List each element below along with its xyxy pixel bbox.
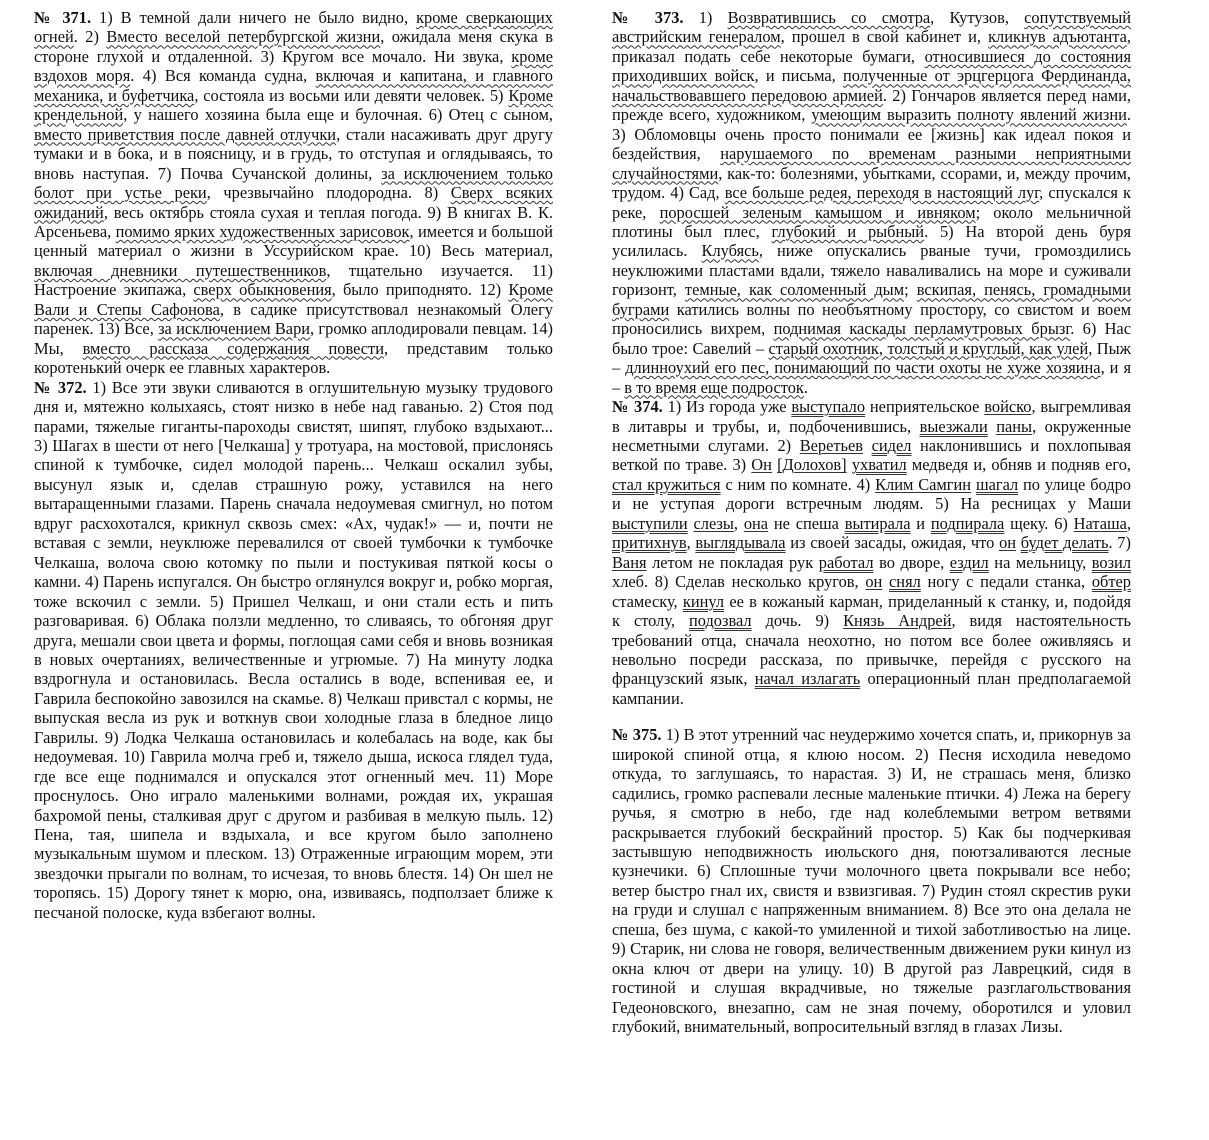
- text-run: ,: [686, 533, 696, 553]
- text-run: с ним по комнате. 4): [720, 474, 876, 494]
- text-run: на мельницу,: [988, 552, 1092, 572]
- wavy-underlined-phrase: Клубясь: [701, 241, 759, 261]
- wavy-underlined-phrase: длинноухий его пес, понимающий по части охоты не хуже хозяина: [625, 358, 1101, 378]
- subject-underline: он: [999, 533, 1017, 553]
- wavy-underlined-phrase: полученные от эрцгерцога Фердинанда, начальствовавшего передовою армией: [612, 66, 1131, 105]
- predicate-underline: подозвал: [688, 611, 752, 631]
- text-run: , спускался к реке,: [612, 183, 1131, 222]
- predicate-underline: ездил: [949, 552, 989, 572]
- subject-underline: слезы: [693, 513, 734, 533]
- wavy-underlined-phrase: Сверх всяких ожиданий: [34, 183, 553, 222]
- wavy-underlined-phrase: Вместо веселой петербургской жизни: [106, 27, 381, 47]
- predicate-underline: ухватил: [851, 455, 907, 475]
- exercise-374: [612, 397, 1131, 708]
- text-run: 1) В темной дали ничего не было видно,: [91, 8, 417, 27]
- wavy-underlined-phrase: вместо приветствия после давней отлучки: [34, 124, 337, 144]
- exercise-372: [34, 378, 553, 923]
- subject-underline: [Долохов]: [777, 455, 847, 475]
- wavy-underlined-phrase: вместо рассказа содержания повести: [82, 338, 384, 358]
- wavy-underlined-phrase: умеющим выразить полноту явлений жизни: [811, 105, 1127, 125]
- text-run: , состояла из восьми или девяти человек. 5): [194, 85, 509, 105]
- left-column: [34, 8, 553, 922]
- text-run: 1) Из города уже: [662, 397, 792, 417]
- text-run: [863, 436, 872, 455]
- text-run: , прошел в свой кабинет и,: [780, 27, 989, 47]
- text-run: ,: [1126, 513, 1132, 533]
- wavy-underlined-phrase: в то время еще подросток: [624, 377, 804, 397]
- right-column: [612, 8, 1131, 1037]
- text-run: , ниже опускались рваные тучи, громоздились неуклюжими пластами вдали, тяжело наваливались на море и суживали горизонт,: [612, 241, 1132, 300]
- predicate-underline: начал излагать: [754, 669, 861, 689]
- subject-underline: Он: [751, 455, 772, 475]
- predicate-underline: вытирала: [844, 513, 911, 533]
- text-run: , тщательно изучается. 11) Настроение экипажа,: [34, 260, 553, 300]
- text-run: .: [803, 377, 808, 397]
- text-run: стамеску,: [612, 591, 683, 611]
- predicate-underline: шагал: [975, 474, 1019, 494]
- text-run: . 5) На второй день буря усилилась.: [612, 221, 1131, 261]
- wavy-underlined-phrase: сверх обыкновения: [193, 280, 332, 300]
- text-run: летом не покладая рук: [646, 552, 819, 572]
- text-run: , и я –: [612, 358, 1132, 397]
- predicate-underline: выглядывала: [695, 533, 786, 553]
- predicate-underline: выезжали: [919, 416, 988, 436]
- subject-underline: он: [865, 572, 883, 592]
- text-run: , в садике присутствовал незнакомый Олегу паренек. 13) Все,: [34, 299, 553, 339]
- predicate-underline: снял: [889, 572, 921, 592]
- text-run: . 6) Нас было трое: Савелий –: [612, 319, 1131, 358]
- exercise-371: [34, 8, 553, 378]
- text-run: катились волны по необъятному простору, со свистом и воем проносились вихрем,: [612, 299, 1131, 339]
- text-run: [988, 417, 997, 436]
- text-run: , и письма,: [754, 66, 843, 86]
- wavy-underlined-phrase: нарушаемого по временам разными неприятными случайностями: [612, 144, 1131, 183]
- subject-underline: войско: [984, 397, 1032, 417]
- text-run: , ожидала меня скука в стороне глухой и отдаленной. 3) Кругом все мочало. Ни звука,: [34, 27, 553, 66]
- text-run: ; около мельничной плотины был плес,: [612, 202, 1131, 241]
- text-run: , стали насаживать друг другу тумаки и в бока, и в поясницу, и в грудь, то отступая и оглядываясь, то вновь наступая. 7) Почва Сучанской долины,: [34, 124, 553, 183]
- wavy-underlined-phrase: старый охотник, толстый и круглый, как улей: [768, 338, 1089, 358]
- predicate-underline: стал кружиться: [612, 474, 721, 494]
- wavy-underlined-phrase: за исключением только болот при устье реки: [34, 163, 553, 203]
- text-run: , Кутузов,: [930, 8, 1025, 27]
- predicate-underline: будет делать: [1020, 533, 1109, 553]
- wavy-underlined-phrase: поднимая каскады перламутровых брызг: [773, 319, 1071, 339]
- text-run: , чрезвычайно плодородна. 8): [206, 183, 451, 203]
- predicate-underline: выступили: [612, 513, 688, 533]
- text-run: ,: [733, 513, 744, 533]
- text-run: не спеша: [768, 513, 845, 533]
- text-run: дочь. 9): [751, 611, 844, 631]
- text-run: неприятельское: [865, 397, 985, 417]
- exercise-373: [612, 8, 1131, 397]
- wavy-underlined-phrase: помимо ярких художественных зарисовок: [115, 221, 410, 241]
- subject-underline: Наташа: [1073, 513, 1127, 533]
- text-run: щеку. 6): [1004, 513, 1074, 533]
- exercise-text: [34, 378, 553, 922]
- subject-underline: Князь Андрей: [843, 611, 952, 631]
- wavy-underlined-phrase: относившиеся до состояния приходивших войск: [612, 46, 1131, 86]
- wavy-underlined-phrase: темные, как соломенный дым: [684, 280, 905, 300]
- predicate-underline: притихнув: [612, 533, 687, 553]
- subject-underline: Ваня: [612, 552, 647, 572]
- exercise-number: № 374.: [612, 397, 663, 417]
- text-run: 1) Все эти звуки сливаются в оглушительную музыку трудового дня и, мятежно колыхаясь, стоят низко в небе над гаванью. 2) Стоя под парами, тяжелые гиганты-пароходы свистят, шипят, глубоко вздыхают... 3) Шагах в шести от него [Челкаша] у тротуара, на мостовой, прислонясь спиной к тумбочке, сидел молодой парень... Челкаш оскалил зубы, высунул язык и, сделав страшную рожу, уставился на него вытаращенными глазами. Парень сначала недоумевая смигнул, но потом вдруг расхохотался, крикнул сквозь смех: «Ах, чудак!» — и, почти не вставая с земли, неуклюже перевалился от своей тумбочки к тумбочке Челкаша, волоча свою котомку по пыли и постукивая пяткой косы о камни. 4) Парень испугался. Он быстро оглянулся вокруг и, робко моргая, тоже вскочил с земли. 5) Пришел Челкаш, и они стали есть и пить разговаривая. 6) Облака ползли медленно, то сливаясь, то обгоняя друг друга, мешали свои цвета и формы, поглощая сами себя и вновь возникая в новых очертаниях, величественные и угрюмые. 7) На минуту лодка вздрогнула и остановилась. Весла остались в воде, вспенивая ее, и Гаврила беспокойно завозился на скамье. 8) Челкаш привстал с кормы, не выпуская весла из рук и воткнув свои холодные глаза в бледное лицо Гаврилы. 9) Лодка Челкаша остановилась и колебалась на воде, как бы недоумевая. 10) Гаврила молча греб и, тяжело дыша, искоса глядел туда, где все еще поднимался и опускался этот огненный меч. 11) Море проснулось. Оно играло маленькими волнами, рождая их, украшая бахромой пены, сталкивая друг с другом и разбивая в мелкую пыль. 12) Пена, тая, шипела и вздыхала, и все кругом было заполнено музыкальным шумом и плеском. 13) Отраженные играющим морем, эти звездочки прыгали по волнам, то исчезая, то вновь блестя. 14) Он шел не торопясь. 15) Дорогу тянет к морю, она, извиваясь, подползает ближе к песчаной полоске, куда взбегают волны.: [34, 377, 553, 922]
- predicate-underline: возил: [1091, 552, 1131, 572]
- text-run: ;: [904, 280, 917, 300]
- text-run: , выгремливая в литавры и трубы, и, подбоченившись,: [612, 397, 1131, 436]
- wavy-underlined-phrase: поросшей зеленым камышом и ивняком: [659, 202, 976, 222]
- text-run: , весь октябрь стояла сухая и теплая погода. 9) В книгах В. К. Арсеньева,: [34, 202, 553, 241]
- wavy-underlined-phrase: сопутствуемый австрийским генералом: [612, 8, 1131, 47]
- exercise-text: [34, 8, 553, 377]
- text-run: 1) В этот утренний час неудержимо хочется спать, и, прикорнув за широкой спиной отца, я клюю носом. 2) Песня исходила неведомо откуда, то заглушаясь, то нарастая. 3) И, не страшась меня, близко садились, громко распевали лесные маленькие птички. 4) Лежа на берегу ручья, я смотрю в небо, где над колеблемыми ветром ветвями раскрывается глубокий бескрайний простор. 5) Как бы подчеркивая застывшую неподвижность июльского дня, поютзаливаются лесные кузнечики. 6) Сплошные тучи молочного цвета покрывали все небо; ветер быстро гнал их, свистя и взвизгивая. 7) Рудин стоял скрестив руки на груди и слушал с напряженным вниманием. 8) Все это она делала не спеша, без шума, с какой-то умиленной и тихой заботливостью на лице. 9) Старик, ни слова не говоря, величественным движением руки кинул из окна ключ от двери на улицу. 10) В другой раз Лаврецкий, сидя в гостиной и слушая вкрадчивые, но тяжелые разглагольствования Гедеоновского, внезапно, сам не зная почему, оборотился и уловил глубокий, внимательный, вопросительный взгляд в глазах Лизы.: [612, 725, 1131, 1037]
- text-run: и: [910, 513, 931, 533]
- text-run: из своей засады, ожидая, что: [785, 533, 1000, 553]
- text-run: , приказал подать себе некоторые бумаги,: [612, 27, 1131, 66]
- text-run: ее в кожаный карман, приделанный к станку, и, подойдя к столу,: [612, 591, 1131, 631]
- wavy-underlined-phrase: кроме сверкающих огней: [34, 8, 553, 47]
- wavy-underlined-phrase: кликнув адъютанта: [988, 27, 1127, 47]
- text-run: , имеется и большой ценный материал о жизни в Уссурийском крае. 10) Весь материал,: [34, 221, 553, 261]
- subject-underline: Веретьев: [799, 435, 864, 455]
- text-run: , было приподнято. 12): [331, 280, 509, 300]
- wavy-underlined-phrase: включая дневники путешественников: [34, 260, 327, 280]
- predicate-underline: подпирала: [930, 513, 1005, 533]
- wavy-underlined-phrase: все больше редея, переходя в настоящий луг: [724, 183, 1040, 203]
- exercise-number: № 373.: [612, 8, 684, 27]
- text-run: . 2) Гончаров является перед нами, прежде всего, художником,: [612, 85, 1131, 125]
- text-run: медведя и, обняв и подняв его,: [906, 455, 1131, 475]
- text-run: . 2): [73, 27, 107, 47]
- predicate-underline: кинул: [682, 591, 725, 611]
- text-run: во дворе,: [873, 552, 950, 572]
- wavy-underlined-phrase: вскипая, пенясь, громадными буграми: [612, 280, 1131, 319]
- text-run: , окруженные несметными слугами. 2): [612, 416, 1131, 455]
- predicate-underline: выступало: [791, 397, 866, 417]
- subject-underline: она: [743, 513, 769, 533]
- text-run: , видя настоятельность требований отца, сначала неохотно, но потом все более оживляясь и невольно посреди рассказа, по привычке, перейдя с русского на французский язык,: [612, 611, 1131, 689]
- wavy-underlined-phrase: за исключением Вари: [158, 319, 311, 339]
- text-run: ногу с педали станка,: [920, 572, 1092, 592]
- text-run: , как-то: болезнями, убытками, ссорами, и, между прочим, трудом. 4) Сад,: [612, 163, 1131, 203]
- subject-underline: Клим Самгин: [875, 474, 972, 494]
- exercise-text: [612, 397, 1131, 708]
- subject-underline: паны: [996, 416, 1033, 436]
- exercise-375: [612, 725, 1131, 1036]
- text-run: , громко аплодировали певцам. 14) Мы,: [34, 319, 553, 358]
- text-run: хлеб. 8) Сделав несколько кругов,: [612, 572, 866, 592]
- predicate-underline: работал: [818, 552, 874, 572]
- predicate-underline: сидел: [871, 435, 912, 455]
- wavy-underlined-phrase: Возвратившись со смотра: [727, 8, 931, 27]
- text-run: . 4) Вся команда судна,: [130, 66, 316, 86]
- exercise-text: [612, 725, 1131, 1036]
- text-run: наклонившись и похлопывая веткой по траве. 3): [612, 435, 1131, 475]
- wavy-underlined-phrase: Кроме Вали и Степы Сафонова: [34, 280, 553, 319]
- exercise-number: № 371.: [34, 8, 92, 27]
- exercise-number: № 372.: [34, 377, 87, 397]
- exercise-text: [612, 8, 1131, 397]
- wavy-underlined-phrase: кроме вздохов моря: [34, 46, 553, 86]
- text-run: операционный план предполагаемой кампании.: [612, 669, 1131, 708]
- predicate-underline: обтер: [1091, 572, 1131, 592]
- wavy-underlined-phrase: Кроме крендельной: [34, 85, 553, 125]
- text-run: , у нашего хозяина была еще и булочная. 6) Отец с сыном,: [123, 105, 553, 125]
- text-run: 1): [683, 8, 728, 27]
- exercise-number: № 375.: [612, 725, 662, 745]
- text-run: , Пыж –: [612, 338, 1131, 378]
- text-run: по улице бодро и не уступая дороги встречным людям. 5) На ресницах у Маши: [612, 474, 1131, 514]
- text-run: . 7): [1108, 533, 1131, 553]
- wavy-underlined-phrase: включая и капитана, и главного механика, и буфетчика: [34, 66, 554, 105]
- text-run: , представим только коротенький очерк ее главных характеров.: [34, 338, 553, 378]
- text-run: . 3) Обломовцы очень просто понимали ее [жизнь] как идеал покоя и бездействия,: [612, 105, 1131, 164]
- wavy-underlined-phrase: глубокий и рыбный: [771, 221, 925, 241]
